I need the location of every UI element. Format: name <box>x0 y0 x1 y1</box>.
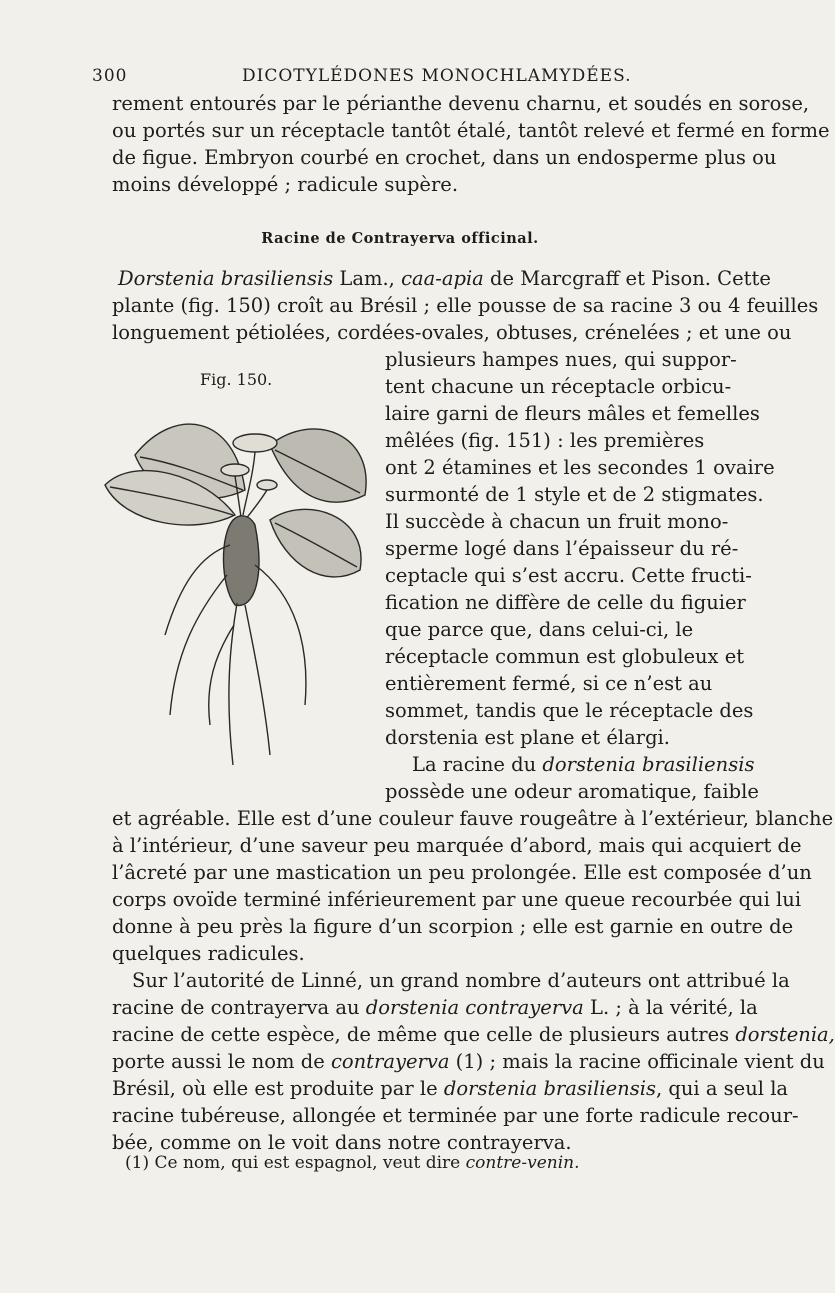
species-name: dorstenia brasiliensis <box>443 1077 656 1100</box>
para2-line-4: corps ovoïde terminé inférieurement par une queue recourbée qui lui <box>112 888 802 911</box>
para3-line-6: racine tubéreuse, allongée et terminée par une forte radicule recour- <box>112 1104 799 1127</box>
column-line-2: tent chacune un réceptacle orbicu- <box>385 375 732 398</box>
column-line-7: Il succède à chacun un fruit mono- <box>385 510 729 533</box>
para2-line-5: donne à peu près la figure d’un scorpion ; elle est garnie en outre de <box>112 915 794 938</box>
column-line-15: dorstenia est plane et élargi. <box>385 726 670 749</box>
species-name: Dorstenia brasiliensis <box>118 267 334 290</box>
para2-line-6: quelques radicules. <box>112 942 305 965</box>
species-name: dorstenia brasiliensis <box>542 753 755 776</box>
para3-line-4 <box>112 1050 825 1074</box>
column-line-4: mêlées (fig. 151) : les premières <box>385 429 705 452</box>
text-span: La racine du <box>412 753 543 776</box>
para2-column-line-1 <box>412 753 755 777</box>
column-line-3: laire garni de fleurs mâles et femelles <box>385 402 760 425</box>
para1-line-1 <box>118 267 771 291</box>
para2-line-3: l’âcreté par une mastication un peu prolongée. Elle est composée d’un <box>112 861 812 884</box>
para3-line-7: bée, comme on le voit dans notre contrayerva. <box>112 1131 572 1154</box>
text-span: racine de contrayerva au <box>112 996 366 1019</box>
text-span: Brésil, où elle est produite par le <box>112 1077 444 1100</box>
dorstenia-plant-illustration <box>95 395 385 785</box>
column-line-14: sommet, tandis que le réceptacle des <box>385 699 754 722</box>
para3-line-5 <box>112 1077 789 1101</box>
column-line-1: plusieurs hampes nues, qui suppor- <box>385 348 737 371</box>
para1-line-3: longuement pétiolées, cordées-ovales, obtuses, crénelées ; et une ou <box>112 321 792 344</box>
column-line-5: ont 2 étamines et les secondes 1 ovaire <box>385 456 775 479</box>
column-line-9: ceptacle qui s’est accru. Cette fructi- <box>385 564 752 587</box>
column-line-12: réceptacle commun est globuleux et <box>385 645 745 668</box>
text-span: , qui a seul la <box>655 1077 789 1100</box>
text-span: de Marcgraff et Pison. Cette <box>483 267 771 290</box>
column-line-8: sperme logé dans l’épaisseur du ré- <box>385 537 739 560</box>
genus-name: dorstenia, <box>735 1023 835 1046</box>
footnote <box>125 1152 580 1174</box>
column-line-11: que parce que, dans celui-ci, le <box>385 618 694 641</box>
intro-line-4: moins développé ; radicule supère. <box>112 173 459 196</box>
para3-line-3 <box>112 1023 835 1047</box>
para3-line-2 <box>112 996 758 1020</box>
para2-line-2: à l’intérieur, d’une saveur peu marquée d’abord, mais qui acquiert de <box>112 834 802 857</box>
page-number: 300 <box>92 66 128 86</box>
footnote-text: (1) Ce nom, qui est espagnol, veut dire <box>125 1153 466 1173</box>
text-span: Lam., <box>333 267 402 290</box>
running-title: DICOTYLÉDONES MONOCHLAMYDÉES. <box>242 66 632 86</box>
text-span: porte aussi le nom de <box>112 1050 331 1073</box>
intro-line-1: rement entourés par le périanthe devenu charnu, et soudés en sorose, <box>112 92 810 115</box>
para2-line-1: et agréable. Elle est d’une couleur fauve rougeâtre à l’extérieur, blanche <box>112 807 834 830</box>
section-title: Racine de Contrayerva officinal. <box>261 230 539 247</box>
common-name: caa-apia <box>401 267 484 290</box>
figure-label: Fig. 150. <box>200 370 273 389</box>
text-span: L. ; à la vérité, la <box>583 996 758 1019</box>
column-line-10: fication ne diffère de celle du figuier <box>385 591 746 614</box>
para3-line-1: Sur l’autorité de Linné, un grand nombre d’auteurs ont attribué la <box>132 969 790 992</box>
footnote-italic: contre-venin. <box>465 1153 580 1173</box>
column-line-13: entièrement fermé, si ce n’est au <box>385 672 713 695</box>
drug-name: contrayerva <box>330 1050 450 1073</box>
text-span: racine de cette espèce, de même que celle de plusieurs autres <box>112 1023 736 1046</box>
text-span: (1) ; mais la racine officinale vient du <box>449 1050 825 1073</box>
intro-line-2: ou portés sur un réceptacle tantôt étalé, tantôt relevé et fermé en forme <box>112 119 830 142</box>
para2-column-line-2: possède une odeur aromatique, faible <box>385 780 759 803</box>
column-line-6: surmonté de 1 style et de 2 stigmates. <box>385 483 764 506</box>
species-name: dorstenia contrayerva <box>365 996 584 1019</box>
para1-line-2: plante (fig. 150) croît au Brésil ; elle pousse de sa racine 3 ou 4 feuilles <box>112 294 819 317</box>
intro-line-3: de figue. Embryon courbé en crochet, dans un endosperme plus ou <box>112 146 777 169</box>
